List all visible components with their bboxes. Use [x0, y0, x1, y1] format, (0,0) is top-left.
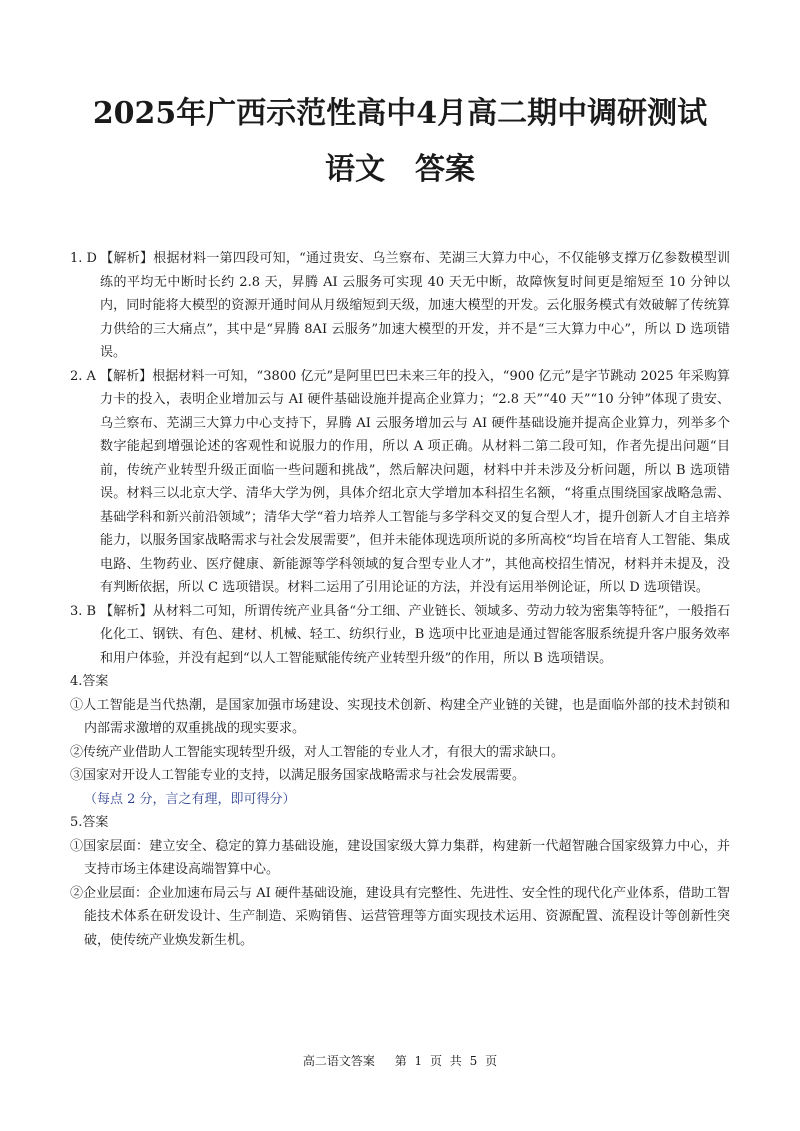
answer-1: [70, 247, 730, 365]
answer-3-text: 【解析】从材料二可知，所谓传统产业具备“分工细、产业链长、领域多、劳动力较为密集等特征”，一般指石化化工、钢铁、有色、建材、机械、轻工、纺织行业，B 选项中比亚迪是通过智能客服系统提升客户服务效率和用户体验，并没有起到“以人工智能赋能传统产业转型升级”的作用，所以 B 选项错误。: [100, 603, 730, 666]
answer-3: [70, 600, 730, 671]
page-subtitle: 语文 答案: [325, 152, 475, 187]
answer-4-heading: 4.答案: [70, 674, 109, 689]
answer-body: [70, 247, 730, 952]
answer-1-number: 1. D: [70, 251, 97, 266]
answer-2: [70, 365, 730, 600]
answer-1-text: 【解析】根据材料一第四段可知，“通过贵安、乌兰察布、芜湖三大算力中心，不仅能够支撑万亿参数模型训练的平均无中断时长约 2.8 天，昇腾 AI 云服务可实现 40 天无中断，故障恢复时间更是缩短至 10 分钟以内，同时能将大模型的资源开通时间从月级缩短到天级，加速大模型的开发。云化服务模式有效破解了传统算力供给的三大痛点”，其中是“昇腾 8AI 云服务”加速大模型的开发，并不是“三大算力中心”，所以 D 选项错误。: [100, 251, 730, 360]
answer-5-item-2: ②企业层面：企业加速布局云与 AI 硬件基础设施，建设具有完整性、先进性、安全性的现代化产业体系，借助工智能技术体系在研发设计、生产制造、采购销售、运营管理等方面实现技术运用、资源配置、流程设计等创新性突破，使传统产业焕发新生机。: [70, 885, 730, 948]
answer-4-item-2: ②传统产业借助人工智能实现转型升级，对人工智能的专业人才，有很大的需求缺口。: [70, 744, 565, 760]
answer-4-scoring-note: （每点 2 分，言之有理，即可得分）: [84, 791, 296, 807]
page-title: 2025年广西示范性高中4月高二期中调研测试: [92, 96, 708, 131]
answer-3-number: 3. B: [70, 603, 97, 619]
answer-4-item-1: ①人工智能是当代热潮，是国家加强市场建设、实现技术创新、构建全产业链的关键，也是面临外部的技术封锁和内部需求激增的双重挑战的现实要求。: [70, 697, 730, 736]
answer-5-heading: 5.答案: [70, 815, 109, 830]
answer-2-text: 【解析】根据材料一可知，“3800 亿元”是阿里巴巴未来三年的投入，“900 亿元”是字节跳动 2025 年采购算力卡的投入，表明企业增加云与 AI 硬件基础设施并提高企业算力；“2.8 天”“40 天”“10 分钟”体现了贵安、乌兰察布、芜湖三大算力中心支持下，昇腾 AI 云服务增加云与 AI 硬件基础设施并提高企业算力，列举多个数字能起到增强论述的客观性和说服力的作用，所以 A 项正确。从材料二第二段可知，作者先提出问题“目前，传统产业转型升级正面临一些问题和挑战”，然后解决问题，材料中并未涉及分析问题，所以 B 选项错误。材料三以北京大学、清华大学为例，具体介绍北京大学增加本科招生名额，“将重点围绕国家战略急需、基础学科和新兴前沿领域”；清华大学“着力培养人工智能与多学科交叉的复合型人才，提升创新人才自主培养能力，以服务国家战略需求与社会发展需要”，但并未能体现选项所说的多所高校“均旨在培育人工智能、集成电路、生物药业、医疗健康、新能源等学科领域的复合型专业人才”，其他高校招生情况，材料并未提及，没有判断依据，所以 C 选项错误。材料二运用了引用论证的方法，并没有运用举例论证，所以 D 选项错误。: [100, 368, 730, 595]
answer-5-item-1: ①国家层面：建立安全、稳定的算力基础设施，建设国家级大算力集群，构建新一代超智融合国家级算力中心，并支持市场主体建设高端智算中心。: [70, 838, 730, 877]
page-footer: 高二语文答案 第 1 页 共 5 页: [302, 1054, 498, 1068]
answer-2-number: 2. A: [70, 368, 96, 384]
answer-4-item-3: ③国家对开设人工智能专业的支持，以满足服务国家战略需求与社会发展需要。: [70, 768, 526, 783]
